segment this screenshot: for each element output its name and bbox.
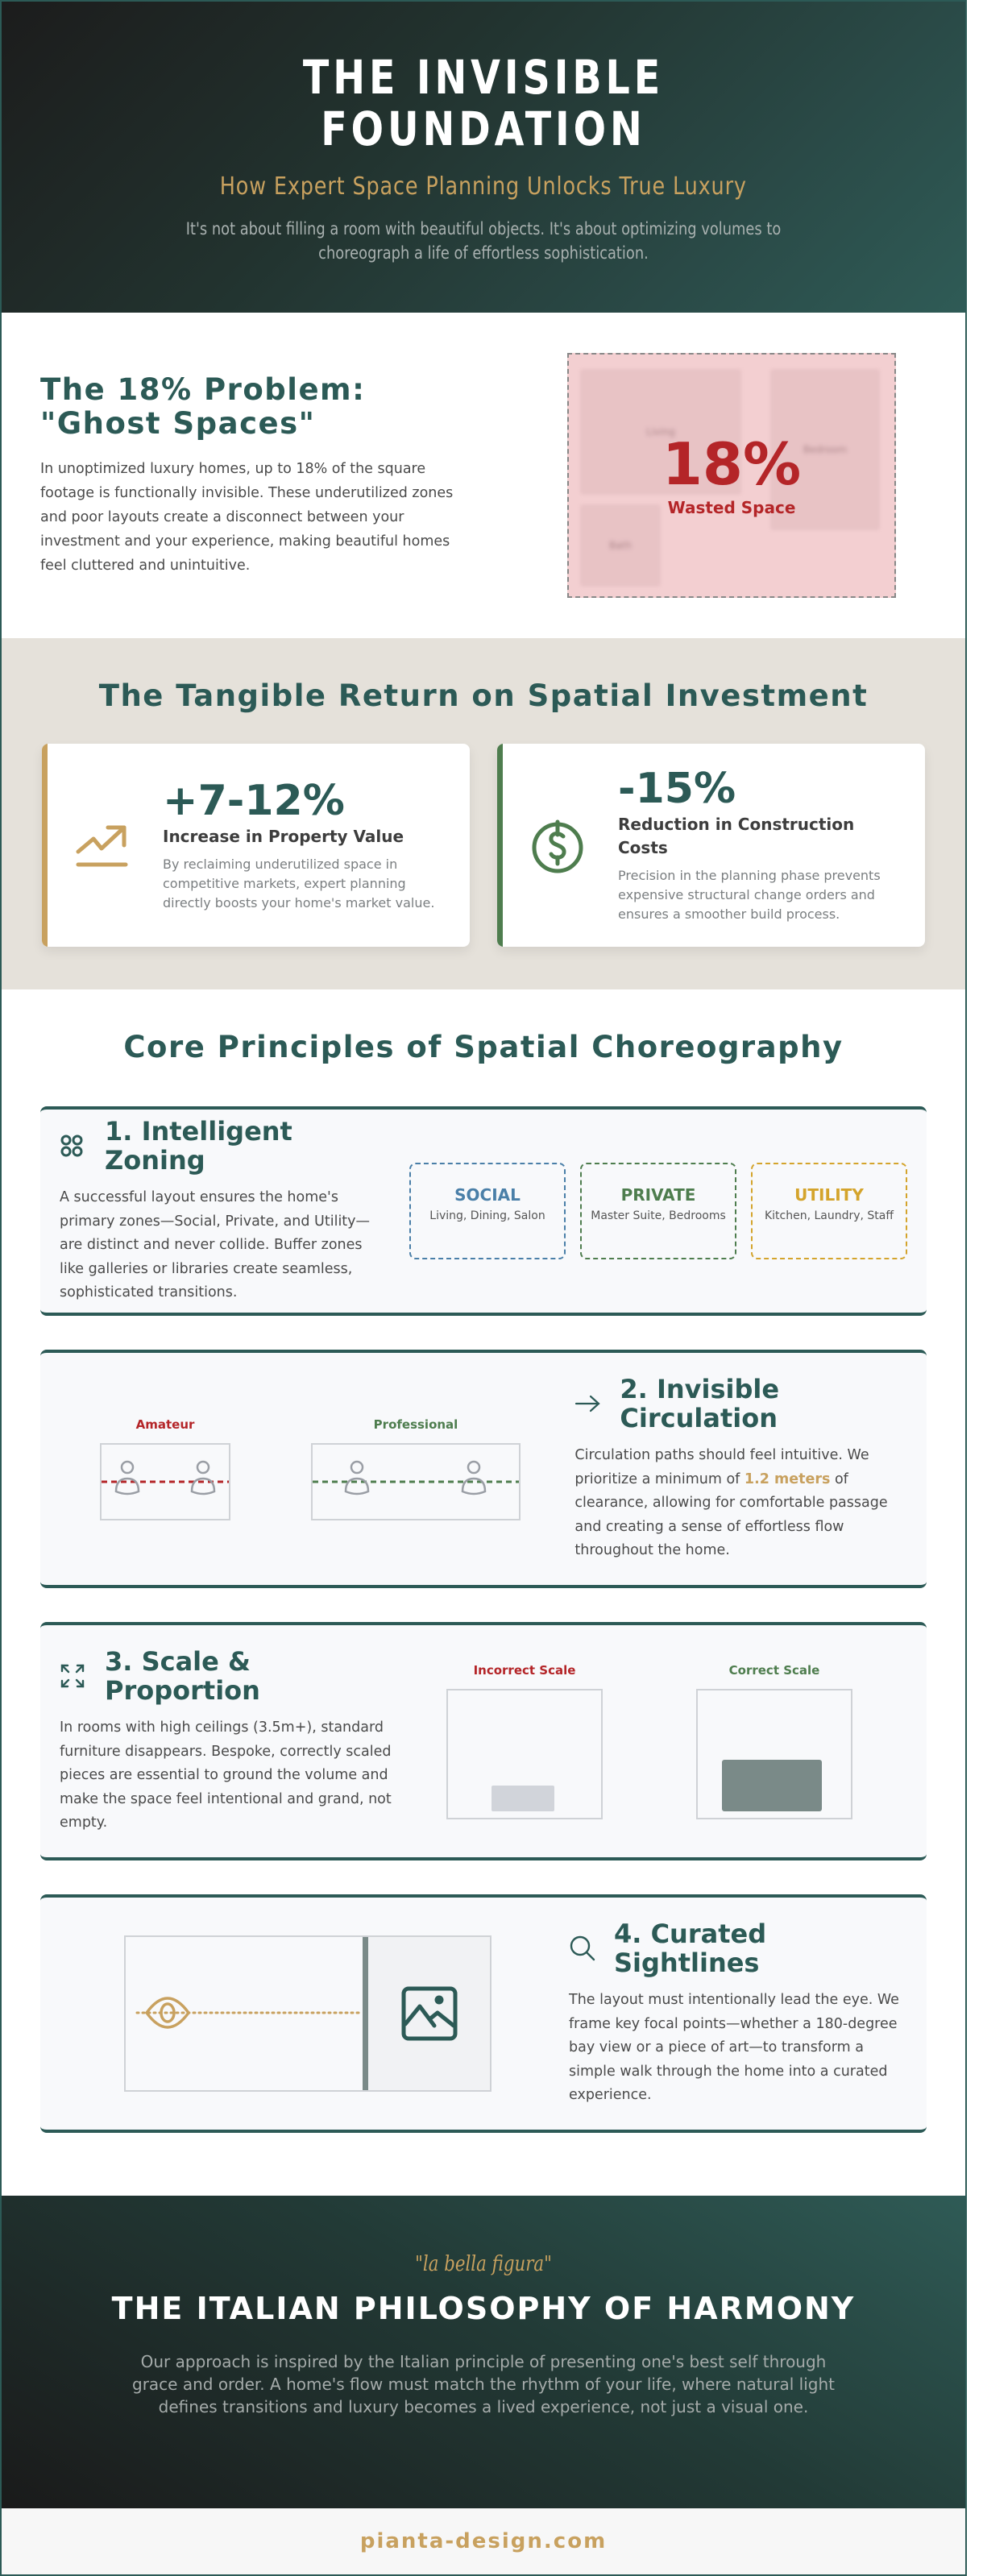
arrow-right-icon <box>574 1394 602 1413</box>
problem-section <box>2 313 965 638</box>
wasted-space-label: Wasted Space <box>667 498 796 517</box>
principle-body: In rooms with high ceilings (3.5m+), standard furniture disappears. Bespoke, correctly scaled pieces are essential to ground the volume and make the space feel intentional and grand, not empty. <box>60 1719 392 1831</box>
footer <box>2 2508 965 2574</box>
wasted-space-stat: 18% <box>662 430 802 498</box>
principle-body: A successful layout ensures the home's primary zones—Social, Private, and Utility—are distinct and never collide. Buffer zones like galleries or libraries create seamless, sophisticated transitions. <box>60 1189 371 1301</box>
card-accent-bar <box>497 744 503 947</box>
hero-section <box>2 2 965 313</box>
stat-value: +7-12% <box>163 776 345 825</box>
principle-title: 2. Invisible Circulation <box>620 1374 780 1434</box>
correct-scale-room <box>696 1689 852 1819</box>
stat-label: Increase in Property Value <box>163 826 404 846</box>
incorrect-scale-room <box>446 1689 603 1819</box>
principle-title: 4. Curated Sightlines <box>614 1919 767 1979</box>
person-icon <box>346 1462 485 1494</box>
stat-description: By reclaiming underutilized space in competitive markets, expert planning directly boosts your home's market value. <box>163 856 435 911</box>
stat-value: -15% <box>618 765 736 813</box>
viewing-area <box>126 1937 363 2090</box>
stat-description: Precision in the planning phase prevents expensive structural change orders and ensures a smoother build process. <box>618 868 881 922</box>
partition-wall <box>363 1937 368 2090</box>
dollar-coin-icon <box>529 817 586 873</box>
grid-circles-icon <box>60 1134 87 1158</box>
expand-icon <box>60 1663 87 1689</box>
floor-plan-graphic <box>567 353 896 598</box>
principle-title: 3. Scale & Proportion <box>105 1646 260 1707</box>
principle-card-scale <box>40 1622 927 1860</box>
philosophy-title: THE ITALIAN PHILOSOPHY OF HARMONY <box>111 2291 856 2326</box>
hero-lead: It's not about filling a room with beautiful objects. It's about optimizing volumes to choreograph a life of effortless sophistication. <box>185 219 782 263</box>
card-accent-bar <box>42 744 48 947</box>
principle-body: The layout must intentionally lead the eye. We frame key focal points—whether a 180-degree bay view or a piece of art—to transform a simple walk through the home into a curated experience. <box>569 1992 899 2104</box>
problem-title: The 18% Problem: "Ghost Spaces" <box>40 372 366 441</box>
principle-card-circulation <box>40 1350 927 1588</box>
stat-card-property-value <box>42 744 470 947</box>
person-icon <box>116 1462 214 1494</box>
stat-label: Reduction in Construction Costs <box>618 815 855 857</box>
correct-scale-label: Correct Scale <box>728 1663 820 1678</box>
sightline-diagram <box>124 1935 492 2092</box>
roi-title: The Tangible Return on Spatial Investment <box>98 678 869 713</box>
amateur-corridor <box>100 1443 230 1520</box>
focal-point-area <box>368 1937 490 2090</box>
circulation-diagram <box>60 1417 574 1520</box>
philosophy-quote: "la bella figura" <box>415 2252 552 2276</box>
room-bedroom: Bedroom <box>770 369 880 530</box>
principles-title: Core Principles of Spatial Choreography <box>123 1030 844 1064</box>
scale-diagram <box>446 1663 852 1819</box>
roi-section <box>2 638 965 989</box>
principle-card-zoning <box>40 1106 927 1316</box>
zone-utility: UTILITY Kitchen, Laundry, Staff <box>751 1163 907 1259</box>
zone-private: PRIVATE Master Suite, Bedrooms <box>580 1163 736 1259</box>
stat-card-construction-costs <box>497 744 925 947</box>
room-bath: Bath <box>580 504 661 587</box>
search-icon <box>569 1935 596 1962</box>
website-link[interactable]: pianta-design.com <box>359 2529 608 2553</box>
principle-body: Circulation paths should feel intuitive. We prioritize a minimum of 1.2 meters of clearance, allowing for comfortable passage and creating a sense of effortless flow throughout the home. <box>574 1447 888 1559</box>
problem-body: In unoptimized luxury homes, up to 18% of the square footage is functionally invisible. These underutilized zones and poor layouts create a disconnect between your investment and your experience, making beautiful homes feel cluttered and unintuitive. <box>40 461 454 574</box>
small-furniture <box>492 1786 554 1811</box>
amateur-label: Amateur <box>135 1417 195 1432</box>
hero-title: THE INVISIBLE FOUNDATION <box>302 50 665 156</box>
professional-label: Professional <box>373 1417 458 1432</box>
principle-title: 1. Intelligent Zoning <box>105 1116 292 1176</box>
trending-up-icon <box>74 821 131 869</box>
room-living: Living <box>580 369 741 495</box>
principle-card-sightlines <box>40 1894 927 2133</box>
philosophy-section <box>2 2196 965 2508</box>
principles-section <box>2 989 965 2207</box>
image-icon <box>400 1985 458 2042</box>
incorrect-scale-label: Incorrect Scale <box>473 1663 576 1678</box>
zone-social: SOCIAL Living, Dining, Salon <box>409 1163 566 1259</box>
professional-corridor <box>311 1443 521 1520</box>
zone-boxes <box>409 1163 907 1259</box>
clearance-highlight: 1.2 meters <box>744 1471 831 1487</box>
hero-subtitle: How Expert Space Planning Unlocks True Luxury <box>219 172 748 201</box>
philosophy-body: Our approach is inspired by the Italian principle of presenting one's best self through grace and order. A home's flow must match the rhythm of your life, where natural light defines transitions and luxury becomes a lived experience, not just a visual one. <box>132 2352 835 2416</box>
scaled-furniture <box>722 1760 822 1811</box>
